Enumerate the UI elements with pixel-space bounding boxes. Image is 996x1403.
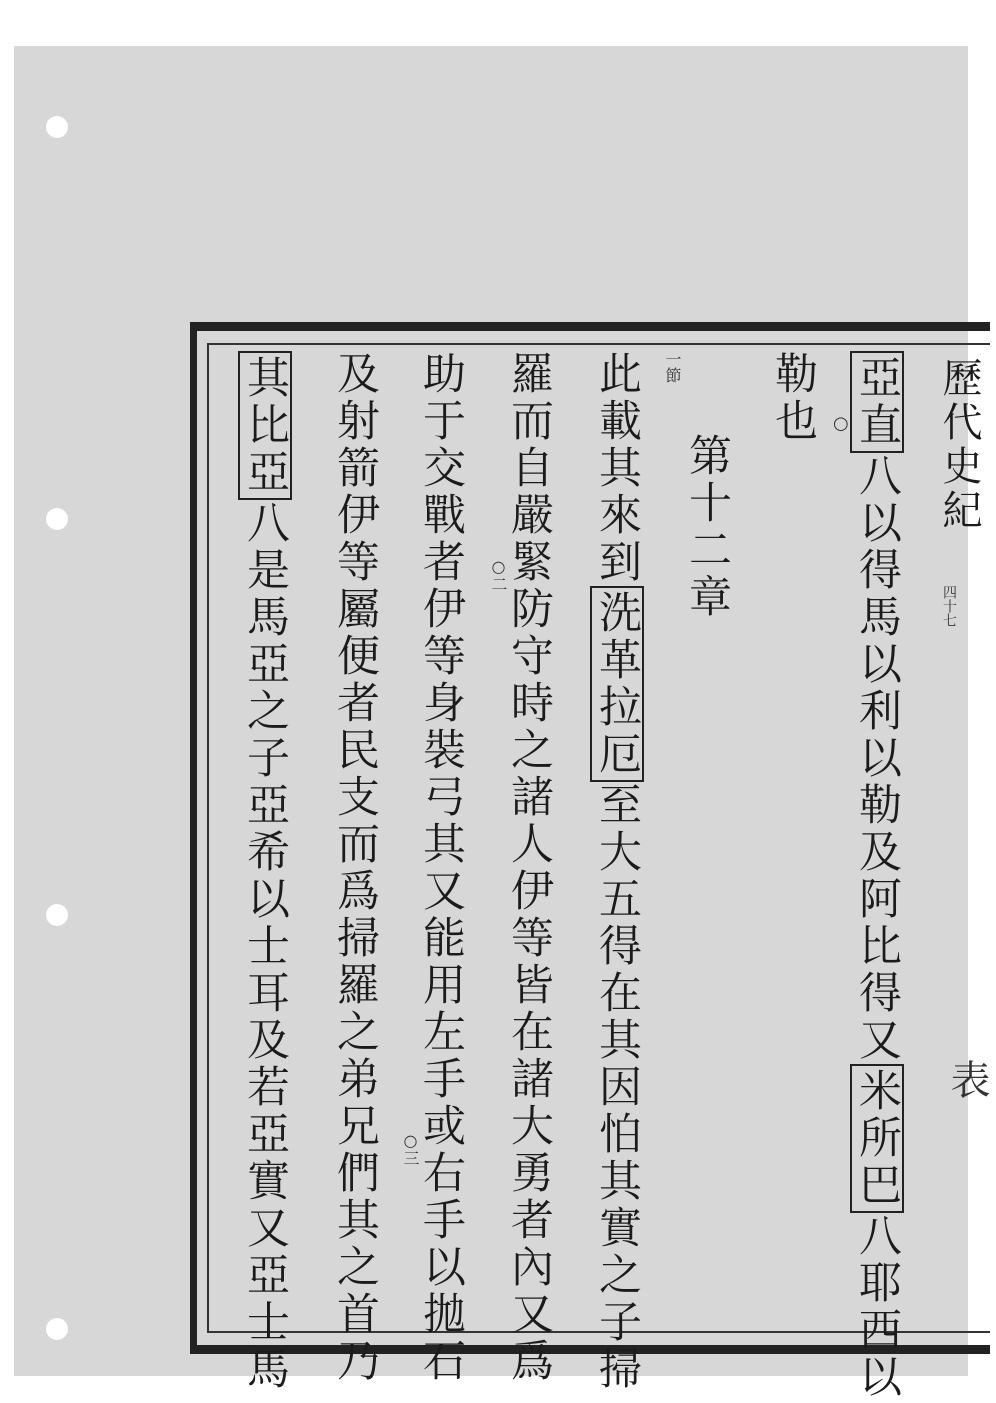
- verse-marker: ○二: [489, 557, 508, 592]
- punctuation-circle: ○: [833, 413, 849, 434]
- column-text: 此載其來到: [592, 351, 642, 586]
- text-column-8: [240, 351, 290, 1393]
- text-column-6: [416, 351, 466, 1385]
- verse-marker: 一節: [663, 351, 682, 383]
- text-block-frame: [190, 322, 990, 1401]
- column-text: 至大五得在其因怕其實之子掃: [592, 782, 642, 1393]
- folio-number: 四十七: [941, 585, 957, 627]
- text-column-7: [330, 351, 380, 1385]
- column-text: 勒也: [768, 351, 818, 445]
- column-text: 羅而自嚴緊防守時之諸人伊等皆在諸大勇者內又爲: [504, 351, 554, 1385]
- binder-hole: [46, 116, 68, 138]
- column-text: 八耶西以: [852, 1213, 902, 1401]
- margin-char: 表: [944, 1059, 990, 1099]
- column-text: 八以得馬以利以勒及阿比得又: [852, 453, 902, 1064]
- proper-name: 亞直: [850, 351, 904, 453]
- text-column-4: [592, 351, 642, 1393]
- column-text: 八是馬亞之子亞希以士耳及若亞實又亞士馬: [240, 500, 290, 1393]
- scanned-page: [14, 46, 990, 1401]
- column-text: 助于交戰者伊等身裝弓其又能用左手或右手以拋石: [416, 351, 466, 1385]
- text-column-5: [504, 351, 554, 1385]
- column-text: 及射箭伊等屬便者民支而爲掃羅之弟兄們其之首乃: [330, 351, 380, 1385]
- binder-hole: [46, 1318, 68, 1340]
- chapter-heading: 第十二章: [682, 433, 732, 621]
- margin-title: 歷代史紀: [936, 357, 982, 533]
- text-column-2: [768, 351, 818, 445]
- proper-name: 米所巴: [850, 1064, 904, 1213]
- proper-name: 其比亞: [238, 351, 292, 500]
- proper-name: 洗革拉厄: [590, 586, 644, 782]
- binder-hole: [46, 508, 68, 530]
- text-column-1: [852, 351, 902, 1401]
- binder-hole: [46, 904, 68, 926]
- verse-marker: ○三: [401, 1131, 420, 1166]
